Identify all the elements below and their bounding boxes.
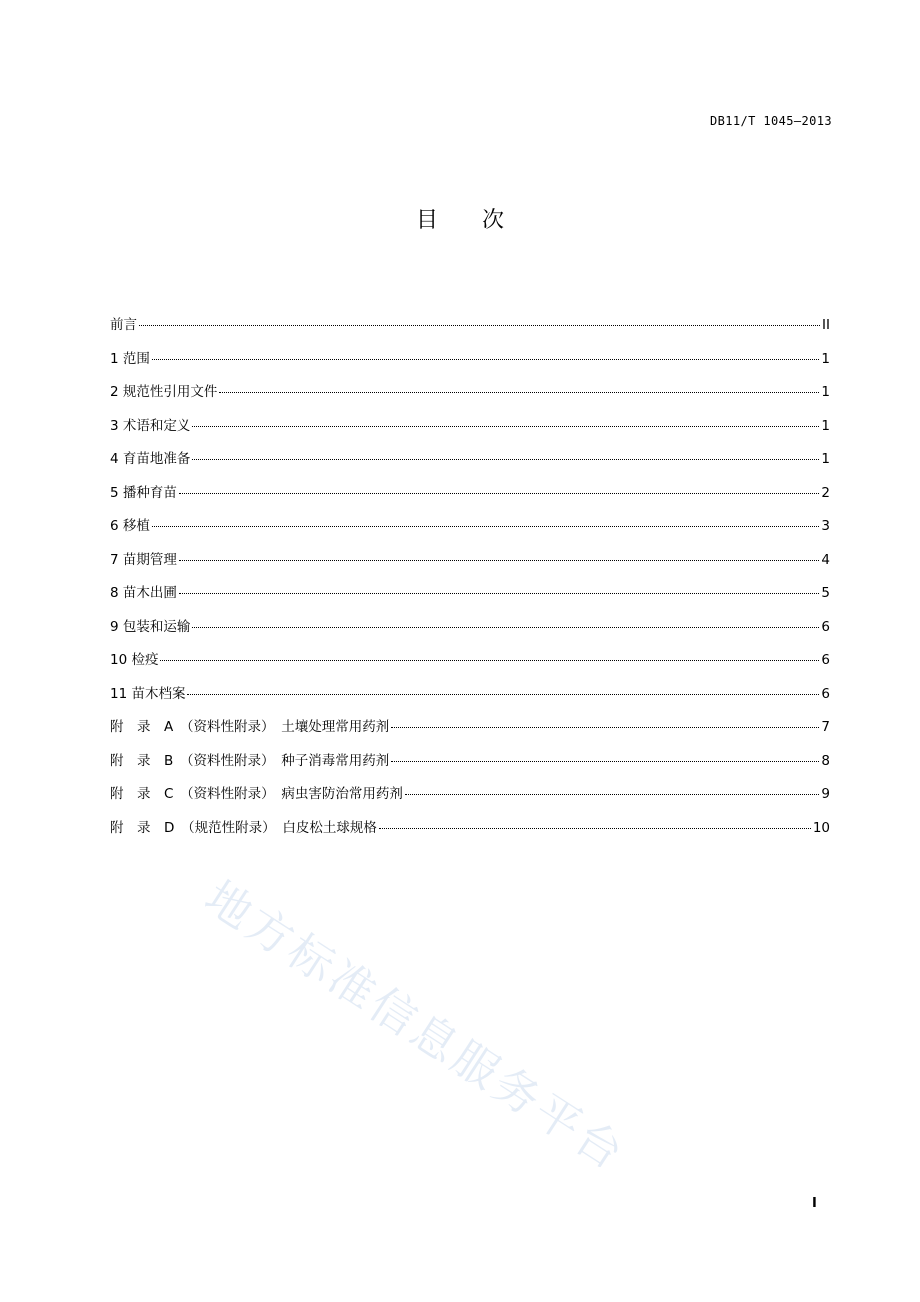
toc-entry-label: 附 录 D （规范性附录） 白皮松土球规格 [110, 819, 377, 836]
toc-entry-page: 3 [821, 518, 830, 534]
toc-entry-label: 11 苗木档案 [110, 685, 186, 702]
dot-leader [160, 660, 819, 661]
toc-entry-label: 前言 [110, 317, 137, 333]
toc-entry-label: 1 范围 [110, 350, 150, 367]
toc-entry-2[interactable] [110, 380, 830, 414]
table-of-contents [110, 313, 830, 849]
dot-leader [391, 761, 819, 762]
toc-entry-3[interactable] [110, 414, 830, 448]
toc-entry-page: 6 [821, 685, 830, 702]
toc-entry-11[interactable] [110, 682, 830, 716]
toc-entry-appendix-a[interactable] [110, 715, 830, 749]
dot-leader [219, 392, 819, 393]
toc-entry-label: 附 录 C （资料性附录） 病虫害防治常用药剂 [110, 786, 403, 802]
toc-entry-10[interactable] [110, 648, 830, 682]
dot-leader [152, 526, 820, 527]
toc-entry-7[interactable] [110, 548, 830, 582]
document-code: DB11/T 1045—2013 [710, 114, 832, 128]
toc-entry-1[interactable] [110, 347, 830, 381]
toc-entry-appendix-c[interactable] [110, 782, 830, 816]
toc-entry-5[interactable] [110, 481, 830, 515]
dot-leader [152, 359, 820, 360]
toc-entry-label: 8 苗木出圃 [110, 585, 177, 601]
toc-entry-label: 附 录 B （资料性附录） 种子消毒常用药剂 [110, 752, 390, 769]
toc-entry-page: II [822, 317, 830, 333]
dot-leader [192, 627, 819, 628]
toc-entry-appendix-b[interactable] [110, 749, 830, 783]
toc-entry-4[interactable] [110, 447, 830, 481]
dot-leader [192, 459, 819, 460]
page-number: I [812, 1196, 817, 1211]
toc-entry-page: 2 [821, 484, 830, 501]
dot-leader [379, 828, 811, 829]
toc-entry-page: 7 [821, 719, 830, 735]
toc-entry-9[interactable] [110, 615, 830, 649]
dot-leader [187, 694, 819, 695]
dot-leader [179, 593, 820, 594]
toc-entry-page: 1 [821, 451, 830, 467]
toc-entry-appendix-d[interactable] [110, 816, 830, 850]
toc-entry-page: 1 [821, 417, 830, 434]
dot-leader [179, 560, 820, 561]
toc-entry-label: 附 录 A （资料性附录） 土壤处理常用药剂 [110, 719, 390, 735]
dot-leader [391, 727, 819, 728]
toc-entry-label: 7 苗期管理 [110, 551, 177, 568]
toc-entry-foreword[interactable] [110, 313, 830, 347]
toc-entry-page: 1 [821, 384, 830, 400]
toc-entry-label: 5 播种育苗 [110, 484, 177, 501]
toc-entry-label: 9 包装和运输 [110, 618, 191, 635]
toc-entry-label: 2 规范性引用文件 [110, 384, 218, 400]
toc-entry-page: 6 [821, 618, 830, 635]
toc-entry-8[interactable] [110, 581, 830, 615]
toc-entry-page: 9 [821, 786, 830, 802]
toc-entry-page: 1 [821, 350, 830, 367]
dot-leader [179, 493, 820, 494]
page-title: 目次 [415, 208, 548, 233]
dot-leader [139, 325, 820, 326]
toc-entry-label: 3 术语和定义 [110, 417, 191, 434]
toc-entry-6[interactable] [110, 514, 830, 548]
toc-entry-label: 4 育苗地准备 [110, 451, 191, 467]
toc-entry-page: 6 [821, 652, 830, 668]
watermark: 地方标准信息服务平台 [195, 870, 636, 1182]
toc-entry-label: 6 移植 [110, 518, 150, 534]
dot-leader [405, 794, 819, 795]
dot-leader [192, 426, 819, 427]
toc-entry-page: 10 [812, 819, 830, 836]
toc-entry-label: 10 检疫 [110, 652, 159, 668]
toc-entry-page: 4 [821, 551, 830, 568]
toc-entry-page: 8 [821, 752, 830, 769]
toc-entry-page: 5 [821, 585, 830, 601]
